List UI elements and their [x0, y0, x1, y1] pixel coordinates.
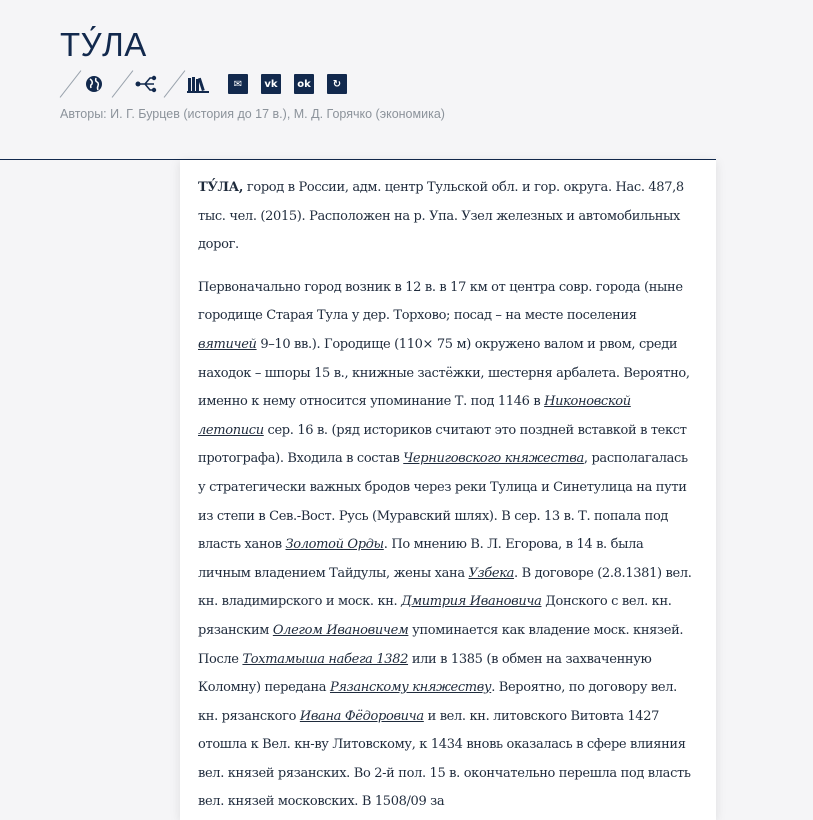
divider — [164, 69, 186, 99]
link-chernigov-principality[interactable]: Черниговского княжества — [403, 451, 584, 467]
divider — [112, 69, 134, 99]
paragraph-text: . В договоре (2.8.1381) вел. кн. владимирского и моск. кн. — [198, 565, 692, 610]
link-vyatichi[interactable]: вятичей — [198, 336, 257, 352]
library-icon[interactable] — [186, 72, 210, 96]
article-paragraph-intro — [198, 174, 698, 260]
paragraph-text: Первоначально город возник в 12 в. в 17 км от центра совр. города (ныне городище Старая Тула у дер. Торхово; посад – на месте поселения — [198, 279, 683, 324]
link-uzbek[interactable]: Узбека — [468, 565, 515, 581]
paragraph-text: упоминается как владение моск. князей. После — [198, 622, 684, 667]
paragraph-text: или в 1385 (в обмен на захваченную Коломну) передана — [198, 651, 652, 696]
paragraph-text: город в России, адм. центр Тульской обл. и гор. округа. Нас. 487,8 тыс. чел. (2015). Расположен на р. Упа. Узел железных и автомобильных дорог. — [198, 180, 684, 253]
page-title: ТУ́ЛА — [60, 26, 147, 63]
link-golden-horde[interactable]: Золотой Орды — [285, 537, 384, 553]
article-body — [180, 160, 716, 820]
link-tokhtamysh-raid[interactable]: Тохтамыша набега 1382 — [242, 651, 409, 667]
link-oleg-ivanovich[interactable]: Олегом Ивановичем — [272, 622, 409, 638]
share-buttons — [228, 74, 360, 94]
article-paragraph-history — [198, 274, 698, 817]
paragraph-text: сер. 16 в. (ряд историков считают это поздней вставкой в текст протографа). Входила в состав — [198, 422, 687, 467]
refresh-share-icon[interactable]: ↻ — [327, 74, 347, 94]
paragraph-text: . По мнению В. Л. Егорова, в 14 в. была личным владением Тайдулы, жены хана — [198, 537, 644, 581]
divider — [60, 69, 82, 99]
article-headword: ТУ́ЛА, — [198, 180, 244, 195]
network-icon[interactable] — [134, 72, 158, 96]
authors-names: И. Г. Бурцев (история до 17 в.), М. Д. Горячко (экономика) — [110, 107, 445, 121]
authors-label: Авторы: — [60, 107, 107, 121]
vk-share-icon[interactable]: vk — [261, 74, 281, 94]
link-dmitry-ivanovich[interactable]: Дмитрия Ивановича — [401, 594, 542, 610]
paragraph-text: , располагалась у стратегически важных бродов через реки Тулица и Синетулица на пути из степи в Сев.-Вост. Русь (Муравский шлях). В сер. 13 в. Т. попала под власть ханов — [198, 451, 688, 553]
paragraph-text: 9–10 вв.). Городище (110× 75 м) окружено валом и рвом, среди находок – шпоры 15 в., книжные застёжки, шестерня арбалета. Вероятно, именно к нему относится упоминание Т. под 1146 в — [198, 336, 690, 410]
ok-share-icon[interactable]: ok — [294, 74, 314, 94]
link-ivan-fedorovich[interactable]: Ивана Фёдоровича — [299, 708, 424, 724]
paragraph-text: Донского с вел. кн. рязанским — [198, 594, 672, 638]
paragraph-text: . Вероятно, по договору вел. кн. рязанского — [198, 680, 677, 724]
link-ryazan-principality[interactable]: Рязанскому княжеству — [329, 680, 492, 696]
mail-share-icon[interactable]: ✉ — [228, 74, 248, 94]
article-toolbar — [60, 68, 360, 100]
link-nikon-chronicle[interactable]: Никоновской летописи — [198, 394, 631, 438]
paragraph-text: и вел. кн. литовского Витовта 1427 отошла к Вел. кн-ву Литовскому, к 1434 вновь оказалась в сфере влияния вел. князей рязанских. Во 2-й пол. 15 в. окончательно перешла под власть вел. князей московских. В 1508/09 за — [198, 708, 691, 810]
globe-icon[interactable] — [82, 72, 106, 96]
authors-line — [60, 107, 445, 121]
